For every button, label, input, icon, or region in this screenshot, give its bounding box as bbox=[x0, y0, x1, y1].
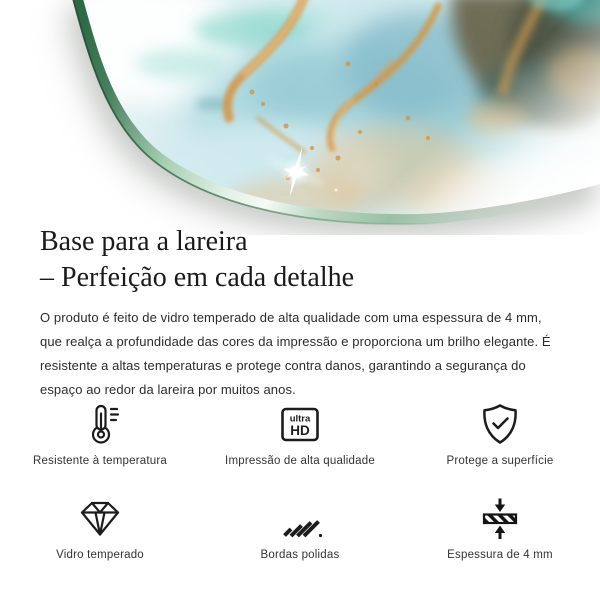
ultra-hd-icon-text-bottom: HD bbox=[290, 423, 310, 438]
product-description-section bbox=[40, 224, 562, 402]
feature-tempered-glass bbox=[0, 493, 200, 561]
feature-label: Resistente à temperatura bbox=[33, 455, 167, 467]
product-description-text: O produto é feito de vidro temperado de alta qualidade com uma espessura de 4 mm, que realça a profundidade das cores da impressão e proporciona um brilho elegante. É resistente a altas temperaturas e protege contra danos, garantindo a segurança do espaço ao redor da lareira por muitos anos. bbox=[40, 310, 551, 397]
feature-polished-edges bbox=[200, 493, 400, 561]
feature-label: Bordas polidas bbox=[260, 549, 340, 561]
feature-label: Protege a superfície bbox=[446, 455, 554, 467]
ultra-hd-icon bbox=[277, 399, 323, 449]
feature-thickness bbox=[400, 493, 600, 561]
thermometer-icon bbox=[77, 399, 123, 449]
minor-glint bbox=[335, 189, 338, 192]
hero-glass-panel-image bbox=[0, 0, 600, 235]
feature-surface-protection bbox=[400, 399, 600, 467]
polished-edges-icon bbox=[277, 493, 323, 543]
glass-panel-illustration bbox=[0, 0, 600, 235]
title-line-1: Base para a lareira bbox=[40, 226, 248, 257]
feature-label: Impressão de alta qualidade bbox=[225, 455, 375, 467]
feature-temperature bbox=[0, 399, 200, 467]
feature-label: Vidro temperado bbox=[56, 549, 144, 561]
feature-print-quality bbox=[200, 399, 400, 467]
ultra-hd-icon-text-top: ultra bbox=[289, 413, 311, 425]
compressed-thickness-icon bbox=[477, 493, 523, 543]
page-title bbox=[40, 224, 562, 296]
feature-grid bbox=[0, 399, 600, 561]
feature-label: Espessura de 4 mm bbox=[447, 549, 553, 561]
title-line-2: – Perfeição em cada detalhe bbox=[40, 262, 355, 293]
diamond-icon bbox=[77, 493, 123, 543]
shield-check-icon bbox=[477, 399, 523, 449]
